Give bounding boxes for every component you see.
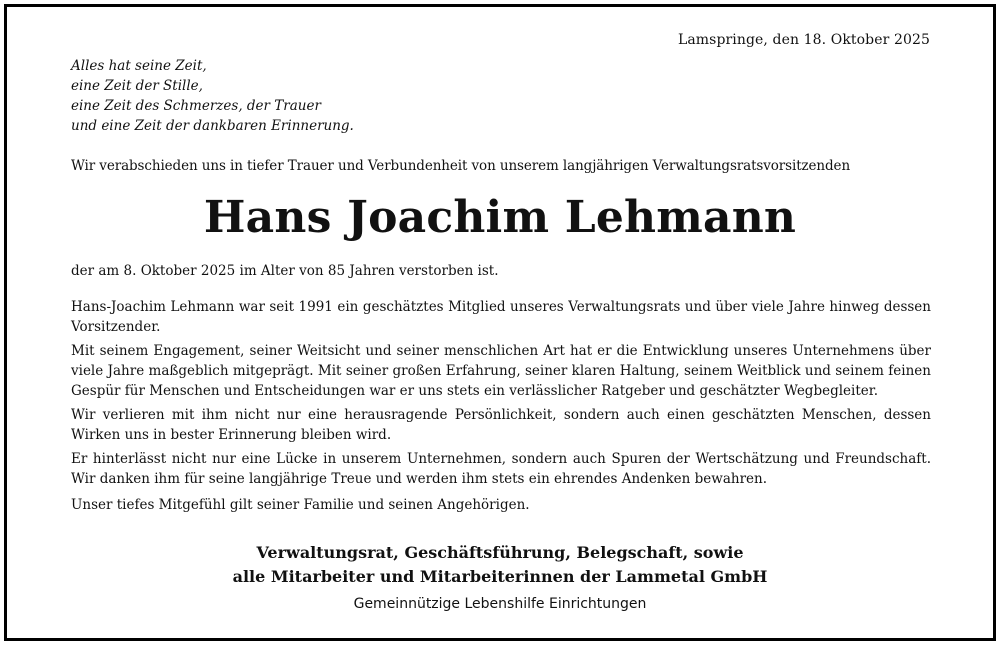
- condolence-paragraph: Unser tiefes Mitgefühl gilt seiner Familie und seinen Angehörigen.: [71, 497, 530, 513]
- death-notice: der am 8. Oktober 2025 im Alter von 85 Jahren verstorben ist.: [71, 263, 499, 279]
- body-paragraph: Mit seinem Engagement, seiner Weitsicht und seiner menschlichen Art hat er die Entwicklung unseres Unternehmens über viele Jahre maßgeblich mitgeprägt. Mit seiner großen Erfahrung, seiner klaren Haltung, seinem Weitblick und seinem feinen Gespür für Menschen und Entscheidungen war er uns stets ein verlässlicher Ratgeber und geschätzter Wegbegleiter.: [71, 343, 931, 399]
- signature-block: [0, 541, 1000, 615]
- deceased-name: Hans Joachim Lehmann: [203, 192, 797, 243]
- signature-line: alle Mitarbeiter und Mitarbeiterinnen der Lammetal GmbH: [232, 567, 768, 586]
- intro-sentence: Wir verabschieden uns in tiefer Trauer und Verbundenheit von unserem langjährigen Verwaltungsratsvorsitzenden: [71, 158, 851, 174]
- signature-line: Verwaltungsrat, Geschäftsführung, Belegschaft, sowie: [256, 543, 744, 562]
- poem-line: eine Zeit des Schmerzes, der Trauer: [71, 98, 321, 114]
- body-paragraph: Wir verlieren mit ihm nicht nur eine herausragende Persönlichkeit, sondern auch einen geschätzten Menschen, dessen Wirken uns in bester Erinnerung bleiben wird.: [71, 407, 931, 443]
- poem-line: Alles hat seine Zeit,: [71, 58, 207, 74]
- organization-name: Gemeinnützige Lebenshilfe Einrichtungen: [353, 596, 647, 612]
- body-text: [71, 297, 931, 519]
- poem: [71, 56, 354, 136]
- place-date: Lamspringe, den 18. Oktober 2025: [677, 32, 930, 48]
- body-paragraph: Er hinterlässt nicht nur eine Lücke in unserem Unternehmen, sondern auch Spuren der Wertschätzung und Freundschaft. Wir danken ihm für seine langjährige Treue und werden ihm stets ein ehrendes Andenken bewahren.: [71, 451, 931, 487]
- body-paragraph: Hans-Joachim Lehmann war seit 1991 ein geschätztes Mitglied unseres Verwaltungsrats und über viele Jahre hinweg dessen Vorsitzender.: [71, 299, 931, 335]
- poem-line: eine Zeit der Stille,: [71, 78, 203, 94]
- poem-line: und eine Zeit der dankbaren Erinnerung.: [71, 118, 354, 134]
